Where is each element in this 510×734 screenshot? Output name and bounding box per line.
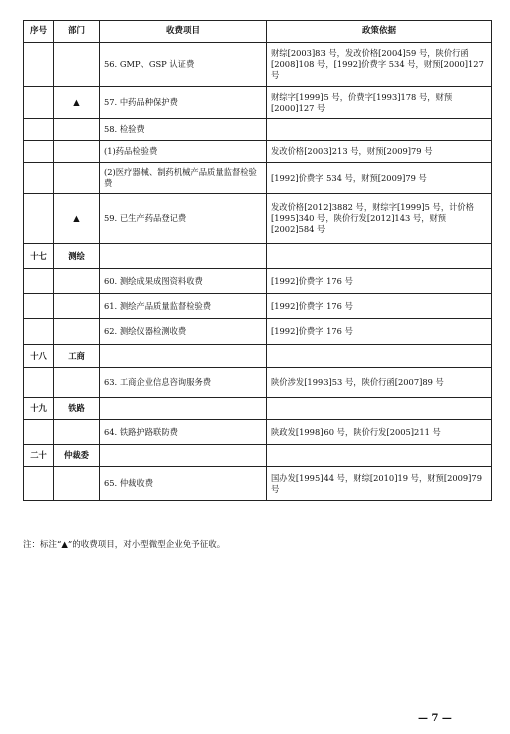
- row-item: 65. 仲裁收费: [100, 467, 267, 501]
- row-dept: [54, 141, 100, 163]
- row-dept: 仲裁委: [54, 445, 100, 467]
- row-item: 57. 中药品种保护费: [100, 87, 267, 119]
- row-item: [100, 244, 267, 269]
- row-no: [24, 194, 54, 244]
- row-dept: [54, 163, 100, 194]
- fee-table: [23, 20, 492, 501]
- row-item: 58. 检验费: [100, 119, 267, 141]
- row-basis: [1992]价费字 176 号: [267, 319, 492, 345]
- row-basis: 发改价格[2003]213 号，财预[2009]79 号: [267, 141, 492, 163]
- row-item: 64. 铁路护路联防费: [100, 420, 267, 445]
- row-dept: [54, 43, 100, 87]
- row-item: 56. GMP、GSP 认证费: [100, 43, 267, 87]
- row-dept: [54, 467, 100, 501]
- table-row: [24, 269, 492, 294]
- table-row: [24, 467, 492, 501]
- row-no: [24, 420, 54, 445]
- row-basis: [267, 445, 492, 467]
- row-basis: 国办发[1995]44 号，财综[2010]19 号，财预[2009]79 号: [267, 467, 492, 501]
- header-basis: 政策依据: [267, 21, 492, 43]
- row-no: [24, 119, 54, 141]
- row-item: [100, 345, 267, 368]
- row-item: [100, 398, 267, 420]
- row-basis: 财综字[1999]5 号，价费字[1993]178 号，财预[2000]127 号: [267, 87, 492, 119]
- row-item: (1)药品检验费: [100, 141, 267, 163]
- row-dept: [54, 368, 100, 398]
- table-row: [24, 368, 492, 398]
- triangle-mark-icon: ▲: [54, 194, 100, 244]
- row-no: [24, 163, 54, 194]
- row-item: 59. 已生产药品登记费: [100, 194, 267, 244]
- row-basis: [267, 345, 492, 368]
- row-basis: [267, 398, 492, 420]
- header-dept: 部门: [54, 21, 100, 43]
- row-no: 二十: [24, 445, 54, 467]
- row-dept: 测绘: [54, 244, 100, 269]
- row-basis: 发改价格[2012]3882 号，财综字[1999]5 号，计价格[1995]340 号，陕价行发[2012]143 号，财预[2002]584 号: [267, 194, 492, 244]
- table-row: [24, 445, 492, 467]
- table-row: [24, 87, 492, 119]
- table-row: [24, 43, 492, 87]
- table-row: [24, 141, 492, 163]
- row-dept: [54, 119, 100, 141]
- row-no: 十七: [24, 244, 54, 269]
- row-basis: [1992]价费字 176 号: [267, 294, 492, 319]
- row-no: [24, 87, 54, 119]
- row-dept: 铁路: [54, 398, 100, 420]
- table-row: [24, 294, 492, 319]
- row-item: [100, 445, 267, 467]
- row-basis: [267, 244, 492, 269]
- triangle-mark-icon: ▲: [54, 87, 100, 119]
- table-row: [24, 119, 492, 141]
- row-no: [24, 269, 54, 294]
- footnote: 注：标注“▲”的收费项目，对小型微型企业免予征收。: [23, 540, 226, 550]
- row-basis: 财综[2003]83 号，发改价格[2004]59 号，陕价行函[2008]108 号，[1992]价费字 534 号，财预[2000]127 号: [267, 43, 492, 87]
- row-dept: [54, 420, 100, 445]
- row-no: [24, 467, 54, 501]
- row-dept: [54, 294, 100, 319]
- header-item: 收费项目: [100, 21, 267, 43]
- row-no: [24, 141, 54, 163]
- table-row: [24, 194, 492, 244]
- table-row: [24, 163, 492, 194]
- row-no: [24, 368, 54, 398]
- row-basis: 陕政发[1998]60 号，陕价行发[2005]211 号: [267, 420, 492, 445]
- row-item: 63. 工商企业信息咨询服务费: [100, 368, 267, 398]
- row-no: [24, 294, 54, 319]
- row-dept: [54, 269, 100, 294]
- table-row: [24, 319, 492, 345]
- header-no: 序号: [24, 21, 54, 43]
- row-basis: [267, 119, 492, 141]
- row-dept: [54, 319, 100, 345]
- page-number: — 7 —: [418, 713, 452, 724]
- row-basis: [1992]价费字 176 号: [267, 269, 492, 294]
- row-no: 十九: [24, 398, 54, 420]
- row-no: [24, 43, 54, 87]
- table-row: [24, 244, 492, 269]
- row-no: [24, 319, 54, 345]
- table-row: [24, 345, 492, 368]
- row-basis: [1992]价费字 534 号，财预[2009]79 号: [267, 163, 492, 194]
- row-no: 十八: [24, 345, 54, 368]
- row-item: 62. 测绘仪器检测收费: [100, 319, 267, 345]
- table-row: [24, 420, 492, 445]
- row-basis: 陕价涉发[1993]53 号，陕价行函[2007]89 号: [267, 368, 492, 398]
- row-item: 61. 测绘产品质量监督检验费: [100, 294, 267, 319]
- row-dept: 工商: [54, 345, 100, 368]
- table-header-row: [24, 21, 492, 43]
- table-row: [24, 398, 492, 420]
- row-item: (2)医疗器械、制药机械产品质量监督检验费: [100, 163, 267, 194]
- row-item: 60. 测绘成果成图资料收费: [100, 269, 267, 294]
